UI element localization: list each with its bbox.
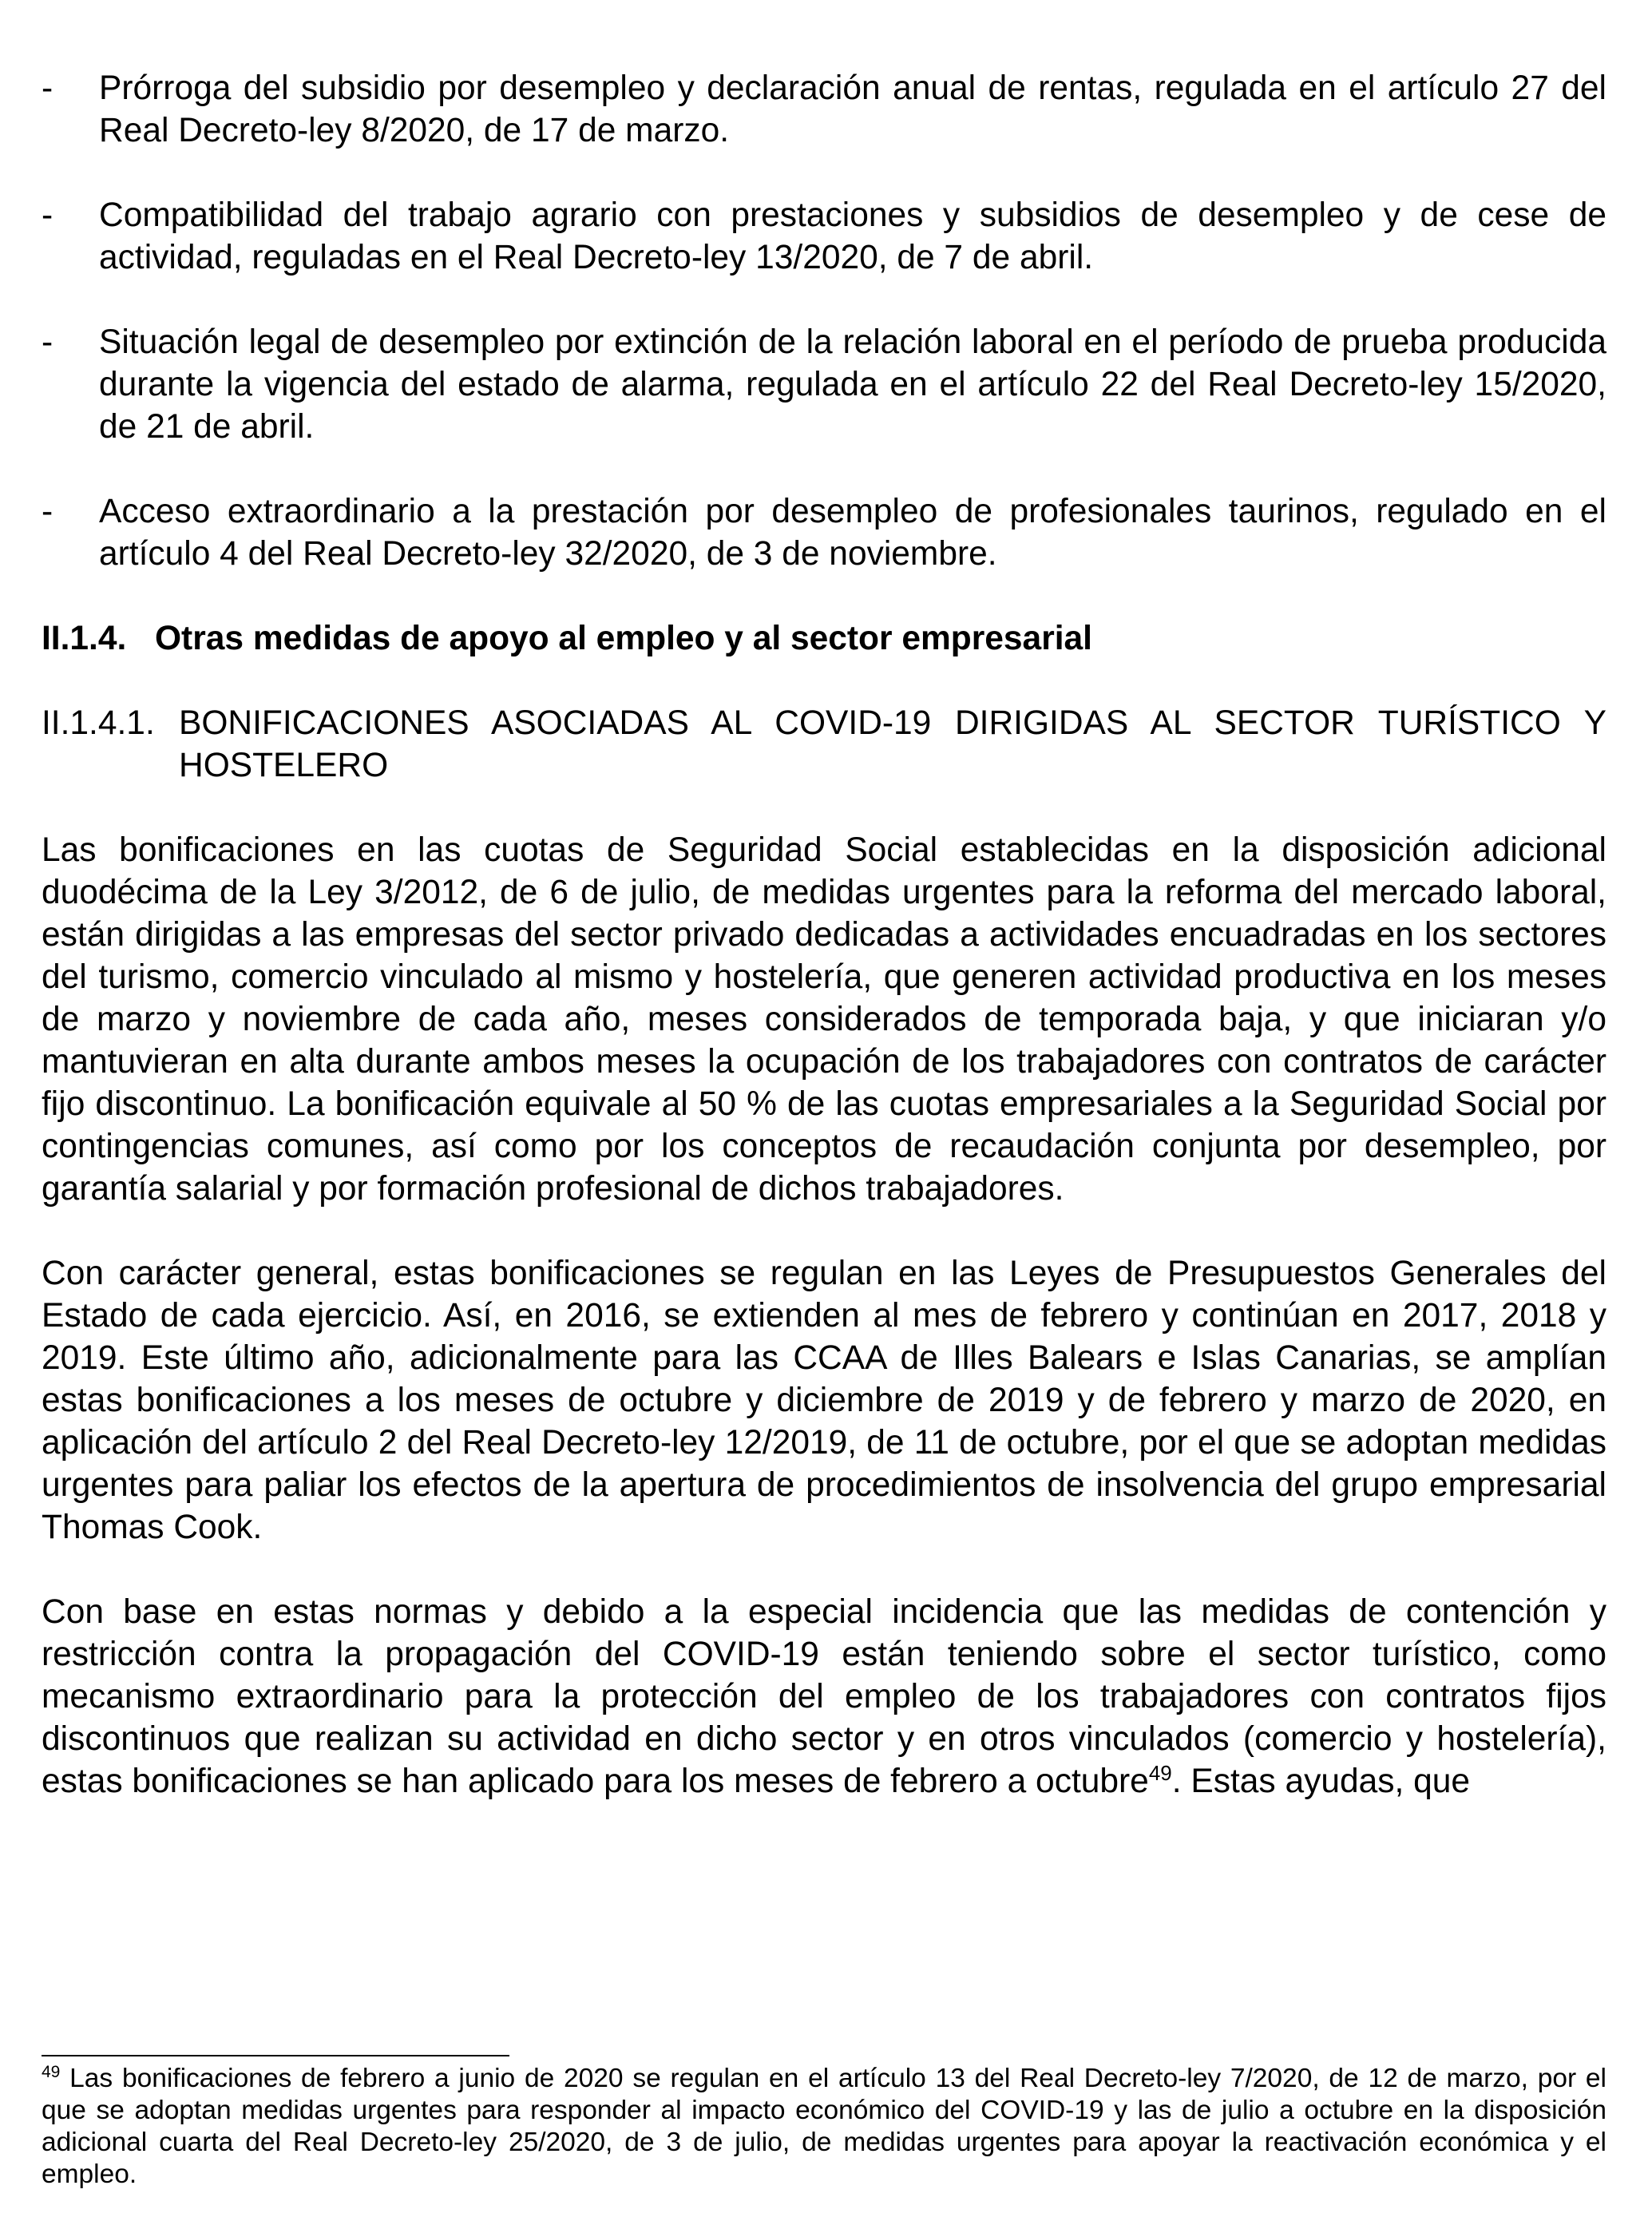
page-body [42,67,1606,1845]
subsection-heading [42,702,1606,787]
list-item-trabajo-agrario [42,194,1606,279]
paragraph-con-base [42,1591,1606,1803]
bullet-text: Prórroga del subsidio por desempleo y declaración anual de rentas, regulada en el artículo 27 del Real Decreto-ley 8/2020, de 17 de marzo. [99,69,1606,149]
section-number: II.1.4. [42,620,127,657]
list-item-profesionales-taurinos [42,490,1606,575]
bullet-text: Compatibilidad del trabajo agrario con prestaciones y subsidios de desempleo y de cese de actividad, reguladas en el Real Decreto-ley 13/2020, de 7 de abril. [99,196,1606,276]
paragraph-text: Con base en estas normas y debido a la especial incidencia que las medidas de contención y restricción contra la propagación del COVID-19 están teniendo sobre el sector turístico, como mecanismo extraordinario para la protección del empleo de los trabajadores con contratos fijos discontinuos que realizan su actividad en dicho sector y en otros vinculados (comercio y hostelería), estas bonificaciones se han aplicado para los meses de febrero a octubre [42,1593,1606,1800]
bullet-dash: - [42,323,53,361]
bullet-dash: - [42,69,53,107]
footnote-text: Las bonificaciones de febrero a junio de 2020 se regulan en el artículo 13 del Real Decreto-ley 7/2020, de 12 de marzo, por el que se adoptan medidas urgentes para responder al impacto económico del COVID-19 y las de julio a octubre en la disposición adicional cuarta del Real Decreto-ley 25/2020, de 3 de julio, de medidas urgentes para apoyar la reactivación económica y el empleo. [42,2064,1606,2189]
bullet-text: Acceso extraordinario a la prestación por desempleo de profesionales taurinos, regulado en el artículo 4 del Real Decreto-ley 32/2020, de 3 de noviembre. [99,493,1606,573]
subsection-number: II.1.4.1. [42,704,155,742]
section-heading [42,617,1606,660]
footnote-reference[interactable]: 49 [1148,1760,1172,1785]
paragraph-bonificaciones-descripcion: Las bonificaciones en las cuotas de Seguridad Social establecidas en la disposición adicional duodécima de la Ley 3/2012, de 6 de julio, de medidas urgentes para la reforma del mercado laboral, están dirigidas a las empresas del sector privado dedicadas a actividades encuadradas en los sectores del turismo, comercio vinculado al mismo y hostelería, que generen actividad productiva en los meses de marzo y noviembre de cada año, meses considerados de temporada baja, y que iniciaran y/o mantuvieran en alta durante ambos meses la ocupación de los trabajadores con contratos de carácter fijo discontinuo. La bonificación equivale al 50 % de las cuotas empresariales a la Seguridad Social por contingencias comunes, así como por los conceptos de recaudación conjunta por desempleo, por garantía salarial y por formación profesional de dichos trabajadores. [42,831,1606,1208]
footnote-number: 49 [42,2062,61,2081]
paragraph-text-continued: . Estas ayudas, que [1171,1763,1471,1800]
bullet-dash: - [42,196,53,234]
bullet-text: Situación legal de desempleo por extinción de la relación laboral en el período de prueba producida durante la vigencia del estado de alarma, regulada en el artículo 22 del Real Decreto-ley 15/2020, de 21 de abril. [99,323,1606,446]
subsection-title: BONIFICACIONES ASOCIADAS AL COVID-19 DIRIGIDAS AL SECTOR TURÍSTICO Y HOSTELERO [179,704,1606,784]
paragraph-caracter-general: Con carácter general, estas bonificaciones se regulan en las Leyes de Presupuestos Generales del Estado de cada ejercicio. Así, en 2016, se extienden al mes de febrero y continúan en 2017, 2018 y 2019. Este último año, adicionalmente para las CCAA de Illes Balears e Islas Canarias, se amplían estas bonificaciones a los meses de octubre y diciembre de 2019 y de febrero y marzo de 2020, en aplicación del artículo 2 del Real Decreto-ley 12/2019, de 11 de octubre, por el que se adoptan medidas urgentes para paliar los efectos de la apertura de procedimientos de insolvencia del grupo empresarial Thomas Cook. [42,1255,1606,1546]
section-title: Otras medidas de apoyo al empleo y al sector empresarial [155,620,1092,657]
footnote-separator [42,2055,509,2056]
bullet-dash: - [42,493,53,530]
footnote [42,2063,1606,2191]
list-item-subsidio-prorroga [42,67,1606,152]
list-item-periodo-prueba [42,321,1606,448]
